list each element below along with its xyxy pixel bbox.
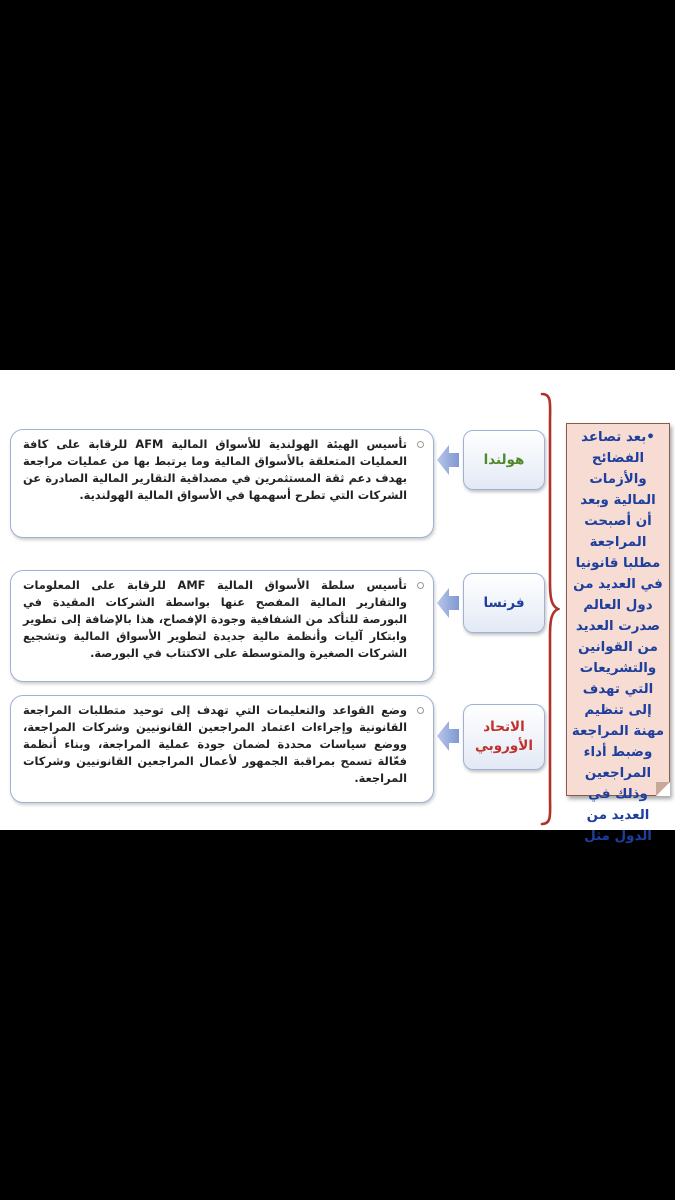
content-eu-text: وضع القواعد والتعليمات التي تهدف إلى توحيد متطلبات المراجعة القانونية وإجراءات اعتماد المراجعين القانونيين وشركات المراجعة، ووضع سياسات محددة لضمان جودة عملية المراجعة، وبناء أنظمة فعّالة تسمح بمراقبة الجمهور لأعمال المراجعين القانونيين وشركات المراجعة. [23, 703, 407, 785]
content-france-text: تأسيس سلطة الأسواق المالية AMF للرقابة على المعلومات والتقارير المالية المفصح عنها بواسطة الشركات المقيدة في البورصة للتأكد من الشفافية وجودة الإفصاح، هذا بالإضافة إلى تطوير وابتكار آليات وأنظمة مالية جديدة لتطوير الأسواق المالية وتشجيع الشركات الصغيرة والمتوسطة على الاكتتاب في البورصة. [23, 578, 407, 660]
label-france-text: فرنسا [483, 594, 525, 611]
arrow-left-icon [436, 443, 460, 477]
arrow-left-icon [436, 719, 460, 753]
content-france [10, 570, 434, 682]
bullet-icon [417, 707, 424, 714]
note-page-curl [656, 782, 670, 796]
bullet-icon [417, 582, 424, 589]
arrow-left-icon [436, 586, 460, 620]
label-netherlands-text: هولندا [483, 451, 525, 468]
bullet-icon [417, 441, 424, 448]
summary-note [566, 423, 670, 844]
label-netherlands [463, 430, 545, 490]
label-france [463, 573, 545, 633]
content-eu [10, 695, 434, 803]
content-netherlands [10, 429, 434, 538]
summary-text: •بعد تصاعد الفضائح والأزمات المالية وبعد أن أصبحت المراجعة مطلبا قانونيا في العديد من دول العالم صدرت العديد من القوانين والتشريعات التي تهدف إلى تنظيم مهنة المراجعة وضبط أداء المراجعين وذلك في العديد من الدول مثل [571, 430, 665, 844]
label-eu [463, 704, 545, 770]
label-eu-text: الاتحاد الأوروبي [475, 719, 533, 754]
content-netherlands-text: تأسيس الهيئة الهولندية للأسواق المالية AFM للرقابة على كافة العمليات المتعلقة بالأسواق المالية وما يرتبط بها من عمليات مراجعة بهدف دعم ثقة المستثمرين في مصداقية التقارير المالية الصادرة عن الشركات التي تطرح أسهمها في الأسواق المالية الهولندية. [23, 437, 407, 502]
